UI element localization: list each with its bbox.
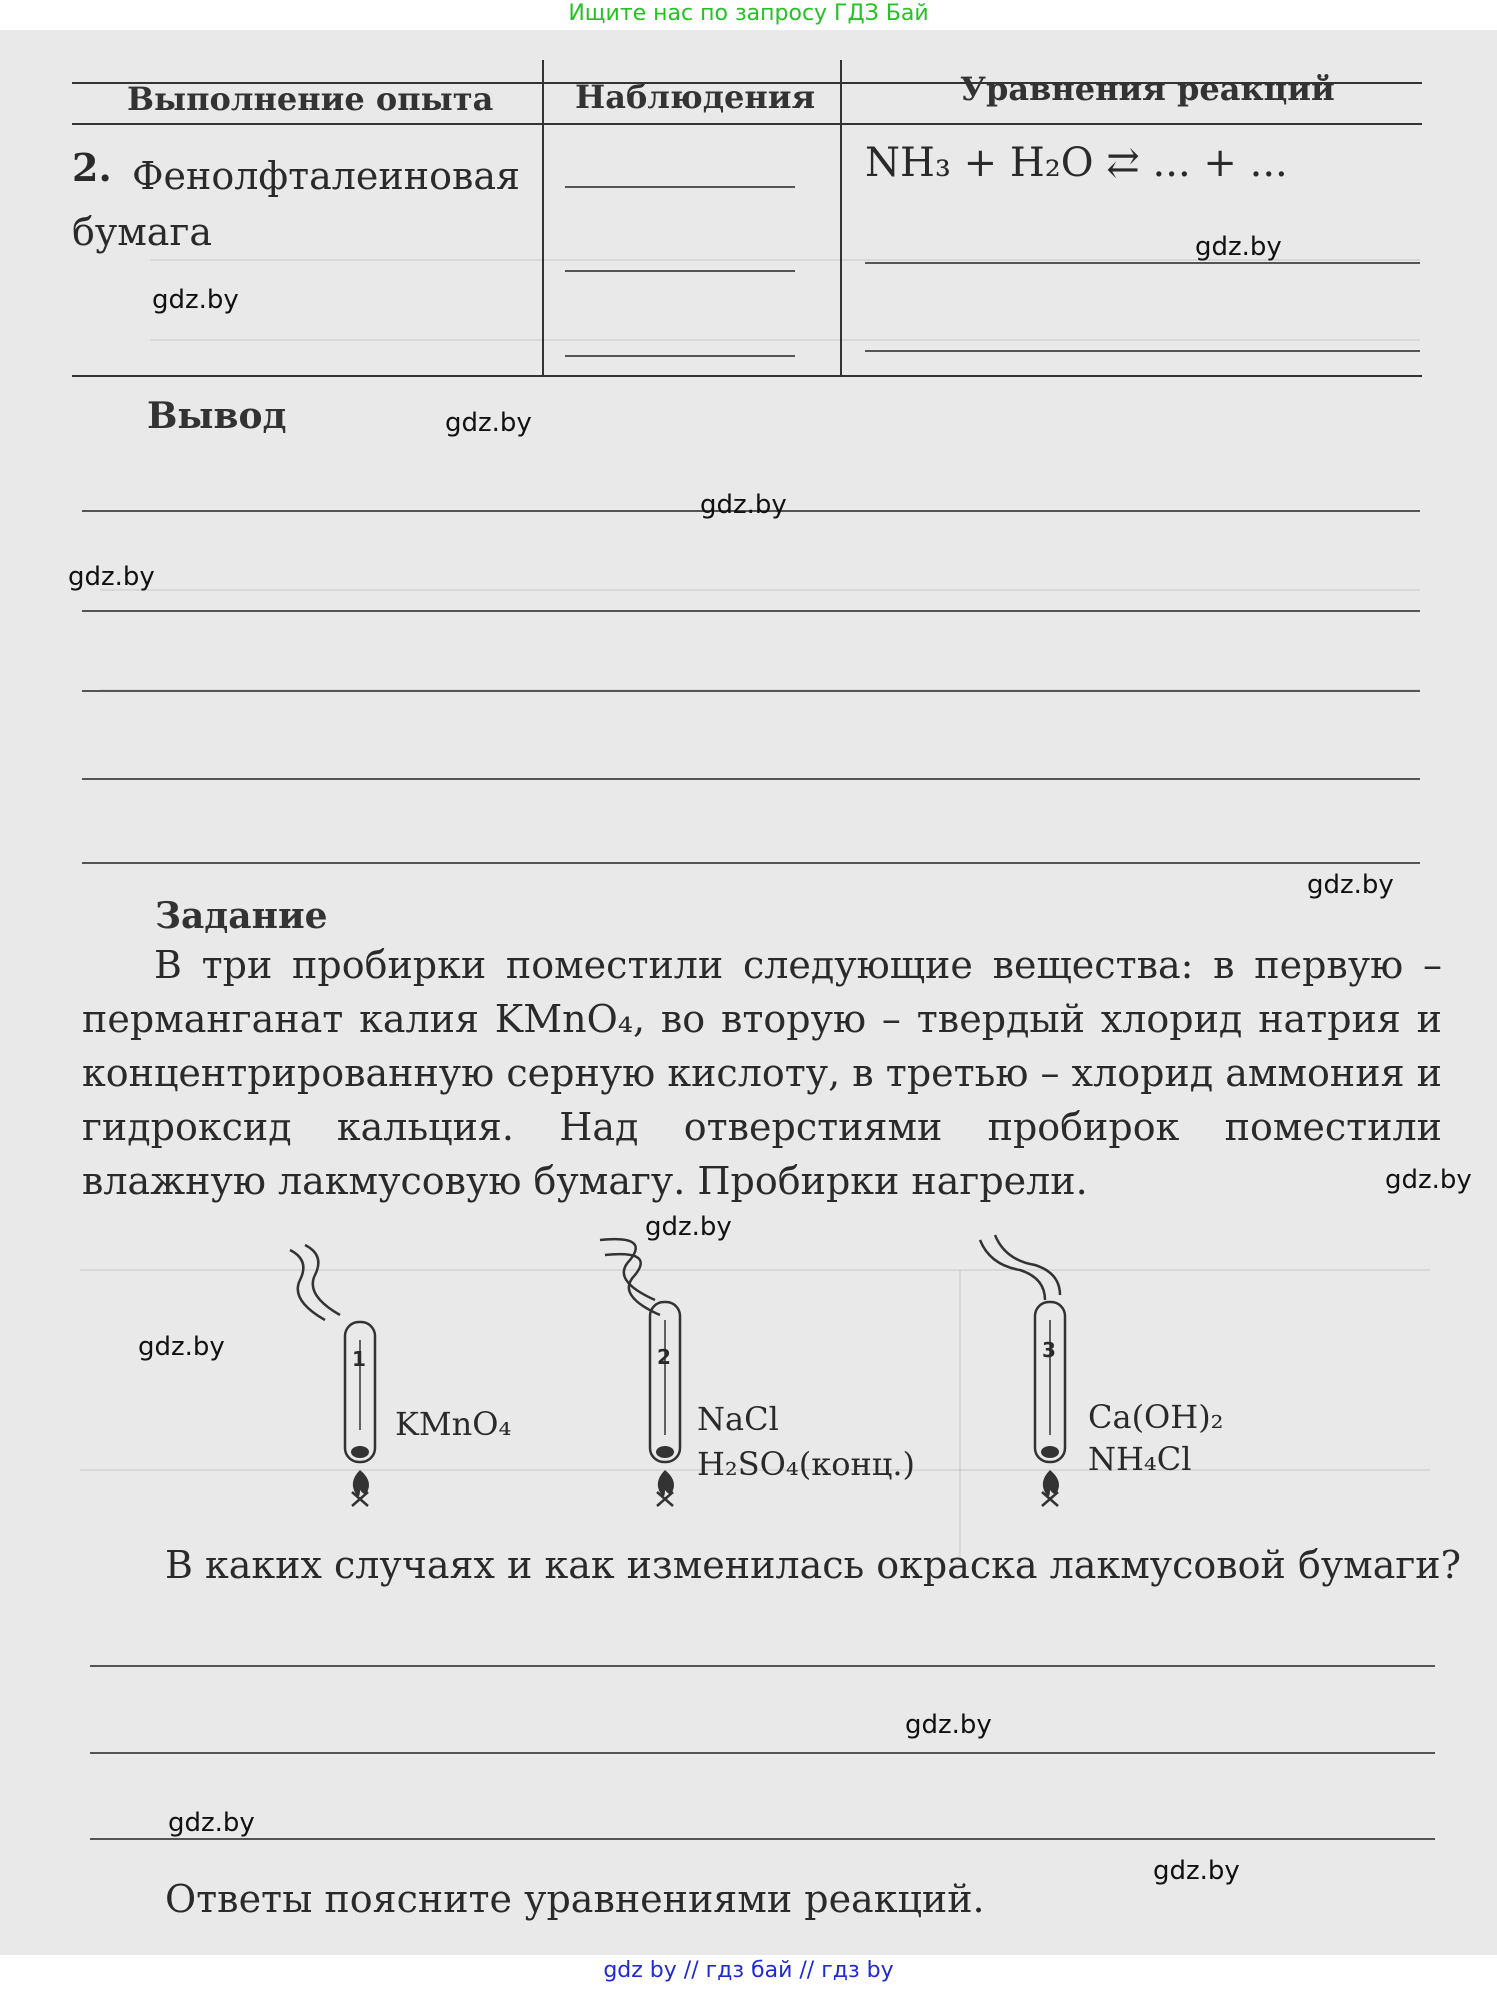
answer-line [565,186,795,188]
table-bottom-border [72,375,1422,377]
tube-2-reagent-a: NaCl [697,1400,779,1438]
answer-line [565,355,795,357]
watermark: gdz.by [1385,1165,1472,1195]
watermark: gdz.by [1307,870,1394,900]
watermark: gdz.by [1195,232,1282,262]
conclusion-heading: Вывод [147,395,287,437]
substance-1 [351,1446,369,1458]
tube-3-reagent-a: Ca(OH)₂ [1088,1398,1224,1436]
litmus-paper-1 [290,1250,325,1320]
watermark: gdz.by [138,1332,225,1362]
task-closing: Ответы поясните уравнениями реакций. [165,1877,985,1921]
watermark: gdz.by [445,408,532,438]
table-header-equations: Уравнения реакций [960,70,1335,108]
watermark: gdz.by [1153,1856,1240,1886]
watermark: gdz.by [905,1710,992,1740]
task-question: В каких случаях и как изменилась окраска лакмусовой бумаги? [165,1543,1462,1587]
tube-number-3: 3 [1042,1338,1056,1362]
table-column-divider-1 [542,60,544,375]
footer-site-link[interactable]: gdz by // гдз бай // гдз by [0,1955,1497,1990]
task-heading: Задание [155,895,328,937]
litmus-paper-2 [600,1239,655,1300]
answer-line [865,350,1420,352]
conclusion-line [82,690,1420,692]
table-column-divider-2 [840,60,842,375]
tube-1-reagent: KMnO₄ [395,1405,512,1443]
tube-3-reagent-b: NH₄Cl [1088,1440,1192,1478]
table-header-border [72,123,1422,125]
table-header-observations: Наблюдения [575,78,816,116]
conclusion-line [82,778,1420,780]
substance-3 [1041,1446,1059,1458]
answer-line [90,1838,1435,1840]
row-number: 2. [72,145,112,190]
watermark: gdz.by [645,1212,732,1242]
table-header-experiment: Выполнение опыта [127,80,494,118]
answer-line [565,270,795,272]
answer-line [90,1752,1435,1754]
tube-number-1: 1 [352,1347,366,1371]
watermark: gdz.by [152,285,239,315]
header-search-link[interactable]: Ищите нас по запросу ГДЗ Бай [0,0,1497,30]
row-equation: NH₃ + H₂O ⇄ ... + ... [865,140,1288,186]
conclusion-line [82,862,1420,864]
watermark: gdz.by [700,490,787,520]
answer-line [90,1665,1435,1667]
row-experiment: Фенолфталеиновая бумага [72,154,520,254]
task-text: В три пробирки поместили следующие вещества: в первую – перманганат калия KMnO₄, во вторую – твердый хлорид натрия и концентрированную серную кислоту, в третью – хлорид аммония и гидроксид кальция. Над отверстиями пробирок поместили влажную лакмусовую бумагу. Пробирки нагрели. [82,943,1442,1203]
substance-2 [656,1446,674,1458]
watermark: gdz.by [168,1808,255,1838]
conclusion-line [82,610,1420,612]
litmus-paper-3 [980,1240,1045,1300]
answer-line [865,262,1420,264]
tube-number-2: 2 [657,1345,671,1369]
watermark: gdz.by [68,562,155,592]
tube-2-reagent-b: H₂SO₄(конц.) [697,1445,916,1483]
